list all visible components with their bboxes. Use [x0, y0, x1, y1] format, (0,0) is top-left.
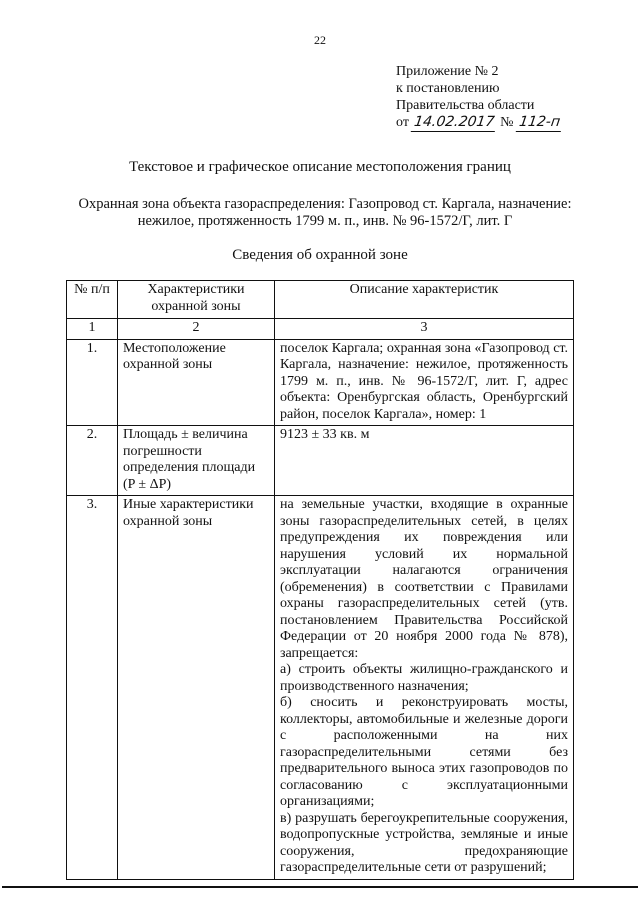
- description-paragraph: на земельные участки, входящие в охранные зоны газораспределительных сетей, в целях предупреждения их повреждения или нарушения условий их нормальной эксплуатации налагаются ограничения (обременения) в соответствии с Правилами охраны газораспределительных сетей (утв. постановлением Правительства Российской Федерации от 20 ноября 2000 года № 878), запрещается:: [280, 497, 568, 661]
- page-number: 22: [314, 33, 326, 47]
- index-cell-2: 2: [118, 319, 275, 340]
- appendix-line-2: к постановлению: [396, 81, 500, 96]
- index-cell-3: 3: [275, 319, 574, 340]
- table-row: [67, 426, 574, 496]
- row-characteristic: Иные характеристики охранной зоны: [118, 496, 275, 880]
- table-header-row: [67, 281, 574, 319]
- number-prefix: №: [500, 115, 514, 130]
- appendix-line-1: Приложение № 2: [396, 64, 499, 79]
- handwritten-number: 112-п: [516, 114, 563, 132]
- row-description: [275, 496, 574, 880]
- protection-zone-table: [66, 280, 574, 880]
- handwritten-date: 14.02.2017: [411, 114, 498, 132]
- header-characteristics: Характеристики охранной зоны: [118, 281, 275, 319]
- description-paragraph: а) строить объекты жилищно-гражданского и производственного назначения;: [280, 662, 568, 694]
- section-title: Сведения об охранной зоне: [232, 247, 408, 263]
- table-row: [67, 496, 574, 880]
- page-bottom-rule: [2, 886, 638, 888]
- appendix-line-3: Правительства области: [396, 98, 535, 113]
- row-description: поселок Каргала; охранная зона «Газопровод ст. Каргала, назначение: нежилое, протяженность 1799 м. п., инв. № 96-1572/Г, лит. Г, адрес объекта: Оренбургская область, Оренбургский район, поселок Каргала», номер: 1: [275, 339, 574, 426]
- index-cell-1: 1: [67, 319, 118, 340]
- row-num: 2.: [67, 426, 118, 496]
- table-index-row: [67, 319, 574, 340]
- description-paragraph: б) сносить и реконструировать мосты, коллекторы, автомобильные и железные дороги с расположенными на них газораспределительными сетями без предварительного выноса этих газопроводов по согласованию с эксплуатационными организациями;: [280, 695, 568, 809]
- row-num: 1.: [67, 339, 118, 426]
- row-num: 3.: [67, 496, 118, 880]
- appendix-date-line: [396, 114, 562, 132]
- row-characteristic: Местоположение охранной зоны: [118, 339, 275, 426]
- date-prefix: от: [396, 115, 409, 130]
- description-paragraph: в) разрушать берегоукрепительные сооружения, водопропускные устройства, земляные и иные сооружения, предохраняющие газораспределительные сети от разрушений;: [280, 810, 568, 875]
- header-description: Описание характеристик: [275, 281, 574, 319]
- row-description: 9123 ± 33 кв. м: [275, 426, 574, 496]
- table-row: [67, 339, 574, 426]
- appendix-block: [396, 63, 562, 132]
- row-characteristic: Площадь ± величина погрешности определения площади (P ± ΔP): [118, 426, 275, 496]
- document-title: Текстовое и графическое описание местоположения границ: [129, 159, 511, 175]
- header-num: № п/п: [67, 281, 118, 319]
- object-description: Охранная зона объекта газораспределения: Газопровод ст. Каргала, назначение: нежилое, протяженность 1799 м. п., инв. № 96-1572/Г, лит. Г: [78, 196, 572, 229]
